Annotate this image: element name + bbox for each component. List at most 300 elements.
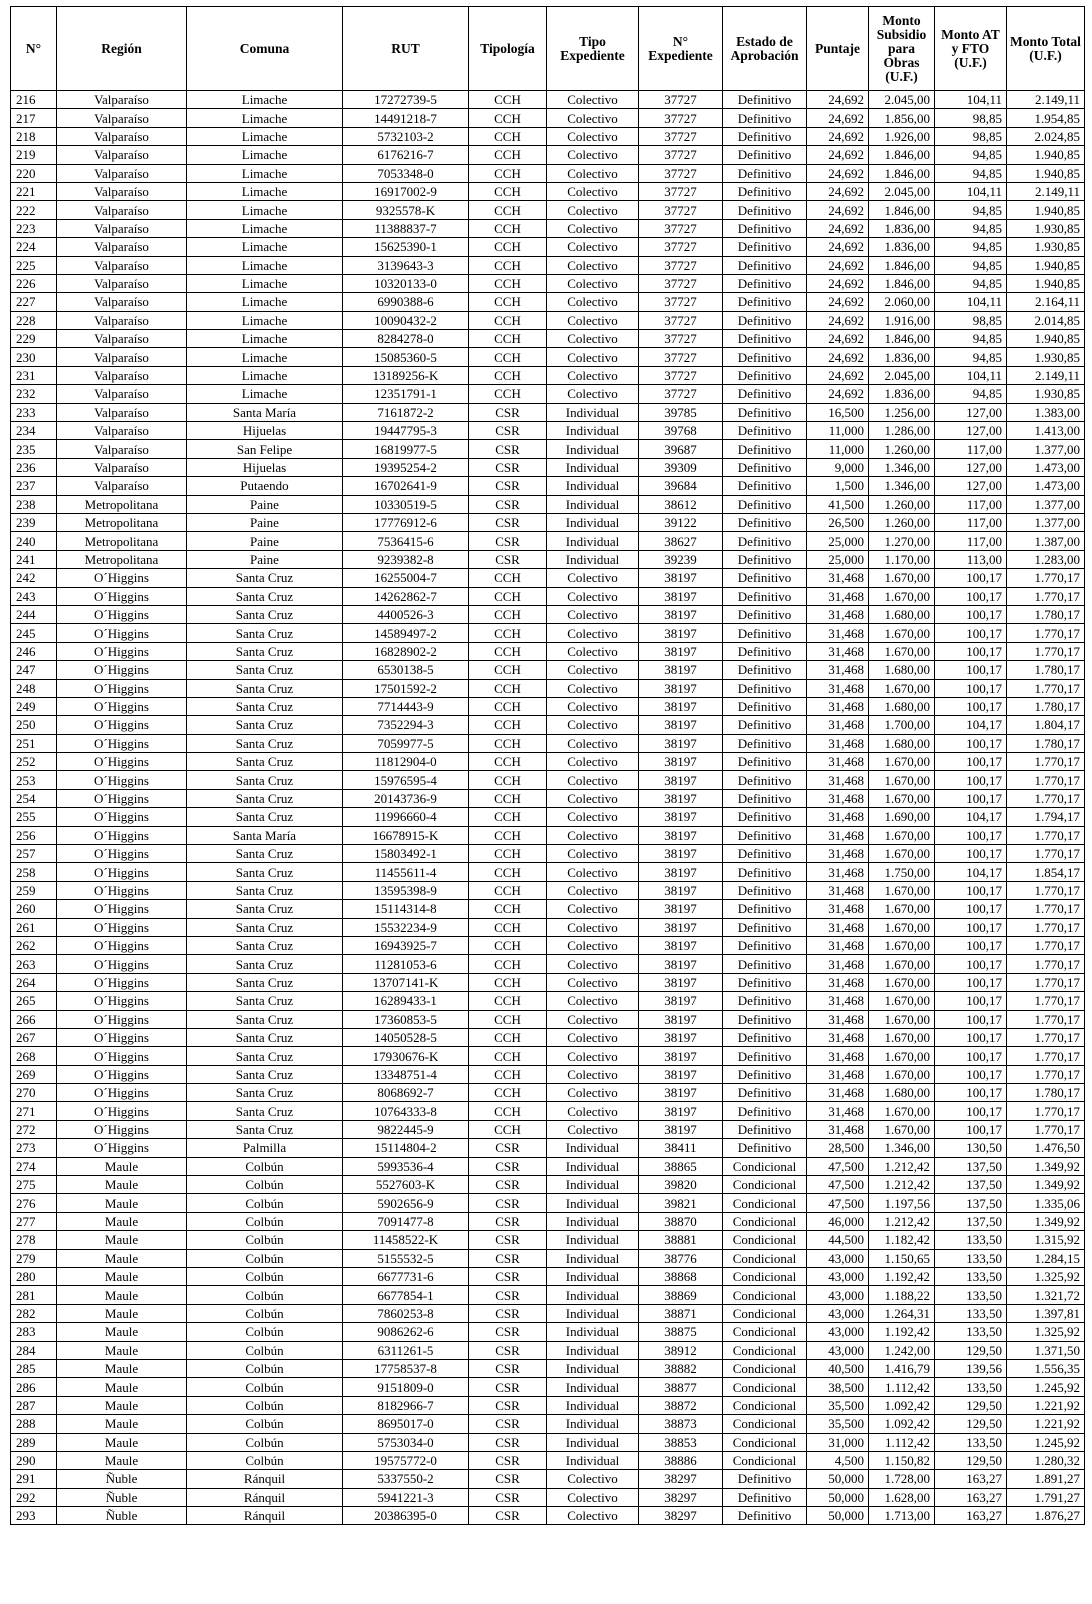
estado-cell: Definitivo <box>723 716 807 734</box>
monto-subsidio-cell: 1.916,00 <box>869 311 935 329</box>
tipologia-cell: CCH <box>469 826 547 844</box>
numero-cell: 293 <box>11 1507 57 1525</box>
numero-cell: 236 <box>11 458 57 476</box>
tipo-expediente-cell: Colectivo <box>547 679 639 697</box>
comuna-cell: Colbún <box>187 1396 343 1414</box>
monto-at-fto-cell: 127,00 <box>935 477 1007 495</box>
region-cell: Valparaíso <box>57 238 187 256</box>
rut-cell: 9239382-8 <box>343 550 469 568</box>
comuna-cell: Santa María <box>187 826 343 844</box>
estado-cell: Definitivo <box>723 936 807 954</box>
region-cell: O´Higgins <box>57 826 187 844</box>
estado-cell: Definitivo <box>723 1028 807 1046</box>
estado-cell: Definitivo <box>723 330 807 348</box>
puntaje-cell: 35,500 <box>807 1396 869 1414</box>
monto-subsidio-cell: 1.256,00 <box>869 403 935 421</box>
tipo-expediente-cell: Colectivo <box>547 936 639 954</box>
comuna-cell: Colbún <box>187 1194 343 1212</box>
puntaje-cell: 25,000 <box>807 550 869 568</box>
tipologia-cell: CSR <box>469 1268 547 1286</box>
puntaje-cell: 41,500 <box>807 495 869 513</box>
tipo-expediente-cell: Colectivo <box>547 992 639 1010</box>
monto-total-cell: 1.383,00 <box>1007 403 1085 421</box>
estado-cell: Definitivo <box>723 918 807 936</box>
table-row <box>11 274 1085 292</box>
tipologia-cell: CSR <box>469 1378 547 1396</box>
tipologia-cell: CCH <box>469 973 547 991</box>
rut-cell: 16678915-K <box>343 826 469 844</box>
tipo-expediente-cell: Colectivo <box>547 863 639 881</box>
numero-expediente-cell: 37727 <box>639 366 723 384</box>
puntaje-cell: 11,000 <box>807 422 869 440</box>
estado-cell: Definitivo <box>723 808 807 826</box>
monto-total-cell: 2.164,11 <box>1007 293 1085 311</box>
region-cell: Valparaíso <box>57 109 187 127</box>
table-row <box>11 458 1085 476</box>
numero-cell: 265 <box>11 992 57 1010</box>
estado-cell: Definitivo <box>723 1120 807 1138</box>
puntaje-cell: 50,000 <box>807 1488 869 1506</box>
monto-subsidio-cell: 1.416,79 <box>869 1359 935 1377</box>
table-row <box>11 826 1085 844</box>
estado-cell: Condicional <box>723 1304 807 1322</box>
region-cell: O´Higgins <box>57 642 187 660</box>
monto-subsidio-cell: 1.212,42 <box>869 1212 935 1230</box>
table-row <box>11 1341 1085 1359</box>
numero-expediente-cell: 38612 <box>639 495 723 513</box>
table-row <box>11 1028 1085 1046</box>
comuna-cell: Santa Cruz <box>187 955 343 973</box>
tipo-expediente-cell: Colectivo <box>547 1065 639 1083</box>
rut-cell: 10090432-2 <box>343 311 469 329</box>
numero-cell: 221 <box>11 182 57 200</box>
comuna-cell: Paine <box>187 495 343 513</box>
tipo-expediente-cell: Colectivo <box>547 624 639 642</box>
numero-cell: 288 <box>11 1415 57 1433</box>
tipo-expediente-cell: Colectivo <box>547 955 639 973</box>
numero-expediente-cell: 38197 <box>639 661 723 679</box>
region-cell: Valparaíso <box>57 477 187 495</box>
puntaje-cell: 31,468 <box>807 881 869 899</box>
monto-subsidio-cell: 1.670,00 <box>869 973 935 991</box>
table-row <box>11 661 1085 679</box>
numero-expediente-cell: 39768 <box>639 422 723 440</box>
comuna-cell: Paine <box>187 550 343 568</box>
numero-expediente-cell: 38197 <box>639 845 723 863</box>
numero-expediente-cell: 37727 <box>639 311 723 329</box>
tipo-expediente-cell: Colectivo <box>547 274 639 292</box>
numero-expediente-cell: 38627 <box>639 532 723 550</box>
rut-cell: 6677731-6 <box>343 1268 469 1286</box>
tipo-expediente-cell: Colectivo <box>547 845 639 863</box>
monto-subsidio-cell: 1.670,00 <box>869 1102 935 1120</box>
numero-expediente-cell: 37727 <box>639 109 723 127</box>
numero-cell: 267 <box>11 1028 57 1046</box>
tipologia-cell: CSR <box>469 1249 547 1267</box>
table-row <box>11 219 1085 237</box>
table-row <box>11 605 1085 623</box>
monto-total-cell: 1.476,50 <box>1007 1139 1085 1157</box>
monto-subsidio-cell: 1.670,00 <box>869 679 935 697</box>
region-cell: Maule <box>57 1249 187 1267</box>
estado-cell: Condicional <box>723 1157 807 1175</box>
puntaje-cell: 31,468 <box>807 642 869 660</box>
numero-cell: 228 <box>11 311 57 329</box>
tipo-expediente-cell: Colectivo <box>547 366 639 384</box>
tipo-expediente-cell: Colectivo <box>547 642 639 660</box>
comuna-cell: Palmilla <box>187 1139 343 1157</box>
rut-cell: 10320133-0 <box>343 274 469 292</box>
monto-total-cell: 1.770,17 <box>1007 955 1085 973</box>
region-cell: O´Higgins <box>57 936 187 954</box>
table-row <box>11 1047 1085 1065</box>
tipologia-cell: CSR <box>469 458 547 476</box>
tipologia-cell: CSR <box>469 1396 547 1414</box>
estado-cell: Definitivo <box>723 403 807 421</box>
tipologia-cell: CSR <box>469 1139 547 1157</box>
estado-cell: Definitivo <box>723 532 807 550</box>
table-row <box>11 1157 1085 1175</box>
numero-expediente-cell: 38297 <box>639 1488 723 1506</box>
comuna-cell: Santa Cruz <box>187 936 343 954</box>
region-cell: O´Higgins <box>57 716 187 734</box>
puntaje-cell: 31,468 <box>807 697 869 715</box>
region-cell: O´Higgins <box>57 679 187 697</box>
numero-expediente-cell: 38197 <box>639 1047 723 1065</box>
numero-cell: 282 <box>11 1304 57 1322</box>
region-cell: Maule <box>57 1268 187 1286</box>
rut-cell: 7536415-6 <box>343 532 469 550</box>
comuna-cell: Limache <box>187 366 343 384</box>
numero-cell: 268 <box>11 1047 57 1065</box>
monto-subsidio-cell: 1.680,00 <box>869 605 935 623</box>
rut-cell: 9325578-K <box>343 201 469 219</box>
numero-cell: 240 <box>11 532 57 550</box>
estado-cell: Definitivo <box>723 182 807 200</box>
monto-subsidio-cell: 1.670,00 <box>869 826 935 844</box>
numero-cell: 251 <box>11 734 57 752</box>
puntaje-cell: 31,468 <box>807 679 869 697</box>
monto-total-cell: 1.335,06 <box>1007 1194 1085 1212</box>
rut-cell: 14262862-7 <box>343 587 469 605</box>
rut-cell: 15976595-4 <box>343 771 469 789</box>
comuna-cell: Ránquil <box>187 1488 343 1506</box>
monto-total-cell: 1.325,92 <box>1007 1323 1085 1341</box>
comuna-cell: Colbún <box>187 1323 343 1341</box>
comuna-cell: Limache <box>187 91 343 109</box>
numero-expediente-cell: 38197 <box>639 918 723 936</box>
estado-cell: Definitivo <box>723 881 807 899</box>
numero-cell: 227 <box>11 293 57 311</box>
numero-expediente-cell: 38882 <box>639 1359 723 1377</box>
region-cell: O´Higgins <box>57 900 187 918</box>
rut-cell: 3139643-3 <box>343 256 469 274</box>
comuna-cell: Santa Cruz <box>187 642 343 660</box>
region-cell: O´Higgins <box>57 1120 187 1138</box>
monto-at-fto-cell: 104,17 <box>935 808 1007 826</box>
header-tipo-expediente: Tipo Expediente <box>547 7 639 91</box>
monto-subsidio-cell: 1.670,00 <box>869 587 935 605</box>
monto-total-cell: 1.770,17 <box>1007 569 1085 587</box>
tipologia-cell: CSR <box>469 513 547 531</box>
tipo-expediente-cell: Colectivo <box>547 1047 639 1065</box>
region-cell: Valparaíso <box>57 403 187 421</box>
tipologia-cell: CCH <box>469 91 547 109</box>
tipologia-cell: CCH <box>469 900 547 918</box>
monto-at-fto-cell: 94,85 <box>935 238 1007 256</box>
header-region: Región <box>57 7 187 91</box>
rut-cell: 5993536-4 <box>343 1157 469 1175</box>
comuna-cell: Putaendo <box>187 477 343 495</box>
puntaje-cell: 43,000 <box>807 1268 869 1286</box>
comuna-cell: Santa Cruz <box>187 624 343 642</box>
tipo-expediente-cell: Colectivo <box>547 127 639 145</box>
region-cell: O´Higgins <box>57 881 187 899</box>
tipo-expediente-cell: Individual <box>547 1212 639 1230</box>
puntaje-cell: 31,468 <box>807 605 869 623</box>
comuna-cell: Colbún <box>187 1176 343 1194</box>
numero-expediente-cell: 38886 <box>639 1451 723 1469</box>
region-cell: O´Higgins <box>57 1102 187 1120</box>
tipo-expediente-cell: Colectivo <box>547 661 639 679</box>
tipo-expediente-cell: Colectivo <box>547 753 639 771</box>
monto-subsidio-cell: 1.286,00 <box>869 422 935 440</box>
estado-cell: Definitivo <box>723 477 807 495</box>
tipo-expediente-cell: Individual <box>547 1139 639 1157</box>
tipo-expediente-cell: Individual <box>547 1415 639 1433</box>
tipologia-cell: CSR <box>469 532 547 550</box>
numero-expediente-cell: 39687 <box>639 440 723 458</box>
puntaje-cell: 24,692 <box>807 91 869 109</box>
tipologia-cell: CCH <box>469 385 547 403</box>
estado-cell: Definitivo <box>723 1010 807 1028</box>
tipo-expediente-cell: Individual <box>547 477 639 495</box>
monto-subsidio-cell: 1.670,00 <box>869 1028 935 1046</box>
region-cell: Maule <box>57 1451 187 1469</box>
tipologia-cell: CSR <box>469 1470 547 1488</box>
numero-cell: 242 <box>11 569 57 587</box>
table-row <box>11 697 1085 715</box>
comuna-cell: Colbún <box>187 1268 343 1286</box>
monto-total-cell: 1.770,17 <box>1007 587 1085 605</box>
tipo-expediente-cell: Individual <box>547 1396 639 1414</box>
table-row <box>11 550 1085 568</box>
tipo-expediente-cell: Colectivo <box>547 146 639 164</box>
monto-at-fto-cell: 104,11 <box>935 182 1007 200</box>
tipologia-cell: CCH <box>469 845 547 863</box>
monto-at-fto-cell: 100,17 <box>935 789 1007 807</box>
tipologia-cell: CCH <box>469 1102 547 1120</box>
comuna-cell: Santa Cruz <box>187 863 343 881</box>
monto-at-fto-cell: 100,17 <box>935 753 1007 771</box>
tipologia-cell: CCH <box>469 238 547 256</box>
comuna-cell: Santa Cruz <box>187 1047 343 1065</box>
estado-cell: Definitivo <box>723 973 807 991</box>
monto-at-fto-cell: 127,00 <box>935 403 1007 421</box>
comuna-cell: Limache <box>187 311 343 329</box>
monto-total-cell: 1.770,17 <box>1007 881 1085 899</box>
monto-at-fto-cell: 100,17 <box>935 973 1007 991</box>
rut-cell: 9822445-9 <box>343 1120 469 1138</box>
estado-cell: Condicional <box>723 1249 807 1267</box>
estado-cell: Condicional <box>723 1268 807 1286</box>
monto-at-fto-cell: 100,17 <box>935 679 1007 697</box>
monto-total-cell: 1.349,92 <box>1007 1176 1085 1194</box>
region-cell: O´Higgins <box>57 1139 187 1157</box>
tipologia-cell: CSR <box>469 1451 547 1469</box>
rut-cell: 16702641-9 <box>343 477 469 495</box>
comuna-cell: Colbún <box>187 1433 343 1451</box>
numero-expediente-cell: 37727 <box>639 293 723 311</box>
puntaje-cell: 31,468 <box>807 808 869 826</box>
numero-cell: 238 <box>11 495 57 513</box>
numero-expediente-cell: 38870 <box>639 1212 723 1230</box>
numero-cell: 234 <box>11 422 57 440</box>
tipo-expediente-cell: Colectivo <box>547 1120 639 1138</box>
tipo-expediente-cell: Individual <box>547 1451 639 1469</box>
puntaje-cell: 47,500 <box>807 1176 869 1194</box>
monto-subsidio-cell: 1.670,00 <box>869 753 935 771</box>
numero-cell: 261 <box>11 918 57 936</box>
comuna-cell: Limache <box>187 164 343 182</box>
puntaje-cell: 40,500 <box>807 1359 869 1377</box>
numero-expediente-cell: 38872 <box>639 1396 723 1414</box>
tipo-expediente-cell: Colectivo <box>547 569 639 587</box>
monto-subsidio-cell: 1.260,00 <box>869 440 935 458</box>
table-row <box>11 1212 1085 1230</box>
estado-cell: Definitivo <box>723 385 807 403</box>
table-row <box>11 771 1085 789</box>
header-estado-aprobacion: Estado de Aprobación <box>723 7 807 91</box>
rut-cell: 5155532-5 <box>343 1249 469 1267</box>
region-cell: Maule <box>57 1359 187 1377</box>
table-row <box>11 900 1085 918</box>
monto-total-cell: 2.149,11 <box>1007 91 1085 109</box>
table-row <box>11 164 1085 182</box>
tipologia-cell: CSR <box>469 495 547 513</box>
monto-total-cell: 1.780,17 <box>1007 1084 1085 1102</box>
tipologia-cell: CCH <box>469 1120 547 1138</box>
monto-total-cell: 1.930,85 <box>1007 385 1085 403</box>
puntaje-cell: 31,000 <box>807 1433 869 1451</box>
rut-cell: 5753034-0 <box>343 1433 469 1451</box>
table-row <box>11 146 1085 164</box>
tipo-expediente-cell: Individual <box>547 458 639 476</box>
tipo-expediente-cell: Colectivo <box>547 219 639 237</box>
numero-expediente-cell: 38197 <box>639 955 723 973</box>
numero-cell: 273 <box>11 1139 57 1157</box>
tipologia-cell: CCH <box>469 1047 547 1065</box>
estado-cell: Definitivo <box>723 1488 807 1506</box>
comuna-cell: Limache <box>187 348 343 366</box>
numero-expediente-cell: 38197 <box>639 1102 723 1120</box>
monto-subsidio-cell: 1.846,00 <box>869 201 935 219</box>
table-row <box>11 587 1085 605</box>
table-row <box>11 734 1085 752</box>
monto-total-cell: 1.221,92 <box>1007 1396 1085 1414</box>
estado-cell: Definitivo <box>723 1102 807 1120</box>
puntaje-cell: 24,692 <box>807 348 869 366</box>
monto-at-fto-cell: 100,17 <box>935 569 1007 587</box>
numero-cell: 278 <box>11 1231 57 1249</box>
table-row <box>11 495 1085 513</box>
rut-cell: 8695017-0 <box>343 1415 469 1433</box>
tipologia-cell: CSR <box>469 1231 547 1249</box>
header-numero: N° <box>11 7 57 91</box>
monto-subsidio-cell: 1.264,31 <box>869 1304 935 1322</box>
rut-cell: 15114804-2 <box>343 1139 469 1157</box>
monto-subsidio-cell: 1.728,00 <box>869 1470 935 1488</box>
monto-total-cell: 2.024,85 <box>1007 127 1085 145</box>
monto-subsidio-cell: 1.260,00 <box>869 513 935 531</box>
comuna-cell: Santa María <box>187 403 343 421</box>
tipo-expediente-cell: Colectivo <box>547 1470 639 1488</box>
region-cell: O´Higgins <box>57 697 187 715</box>
comuna-cell: Limache <box>187 293 343 311</box>
estado-cell: Definitivo <box>723 1065 807 1083</box>
monto-subsidio-cell: 1.670,00 <box>869 845 935 863</box>
region-cell: Valparaíso <box>57 182 187 200</box>
estado-cell: Definitivo <box>723 146 807 164</box>
numero-cell: 279 <box>11 1249 57 1267</box>
monto-subsidio-cell: 1.346,00 <box>869 458 935 476</box>
puntaje-cell: 31,468 <box>807 771 869 789</box>
monto-total-cell: 1.876,27 <box>1007 1507 1085 1525</box>
monto-subsidio-cell: 1.670,00 <box>869 900 935 918</box>
comuna-cell: Paine <box>187 532 343 550</box>
monto-at-fto-cell: 94,85 <box>935 348 1007 366</box>
puntaje-cell: 24,692 <box>807 127 869 145</box>
tipo-expediente-cell: Individual <box>547 403 639 421</box>
rut-cell: 20386395-0 <box>343 1507 469 1525</box>
numero-cell: 252 <box>11 753 57 771</box>
comuna-cell: Santa Cruz <box>187 789 343 807</box>
table-row <box>11 1359 1085 1377</box>
puntaje-cell: 50,000 <box>807 1470 869 1488</box>
estado-cell: Condicional <box>723 1378 807 1396</box>
tipologia-cell: CCH <box>469 771 547 789</box>
puntaje-cell: 50,000 <box>807 1507 869 1525</box>
tipologia-cell: CCH <box>469 1010 547 1028</box>
monto-total-cell: 1.770,17 <box>1007 1120 1085 1138</box>
monto-at-fto-cell: 133,50 <box>935 1249 1007 1267</box>
rut-cell: 7352294-3 <box>343 716 469 734</box>
monto-at-fto-cell: 129,50 <box>935 1415 1007 1433</box>
numero-cell: 253 <box>11 771 57 789</box>
monto-at-fto-cell: 133,50 <box>935 1304 1007 1322</box>
numero-cell: 263 <box>11 955 57 973</box>
monto-total-cell: 1.349,92 <box>1007 1212 1085 1230</box>
estado-cell: Definitivo <box>723 642 807 660</box>
estado-cell: Definitivo <box>723 513 807 531</box>
rut-cell: 11996660-4 <box>343 808 469 826</box>
region-cell: Valparaíso <box>57 91 187 109</box>
header-tipologia: Tipología <box>469 7 547 91</box>
tipo-expediente-cell: Colectivo <box>547 1028 639 1046</box>
numero-cell: 275 <box>11 1176 57 1194</box>
region-cell: Valparaíso <box>57 146 187 164</box>
puntaje-cell: 31,468 <box>807 900 869 918</box>
rut-cell: 20143736-9 <box>343 789 469 807</box>
monto-total-cell: 1.770,17 <box>1007 992 1085 1010</box>
tipo-expediente-cell: Individual <box>547 1268 639 1286</box>
region-cell: O´Higgins <box>57 734 187 752</box>
puntaje-cell: 43,000 <box>807 1341 869 1359</box>
rut-cell: 17272739-5 <box>343 91 469 109</box>
table-row <box>11 91 1085 109</box>
tipo-expediente-cell: Colectivo <box>547 330 639 348</box>
monto-total-cell: 1.954,85 <box>1007 109 1085 127</box>
